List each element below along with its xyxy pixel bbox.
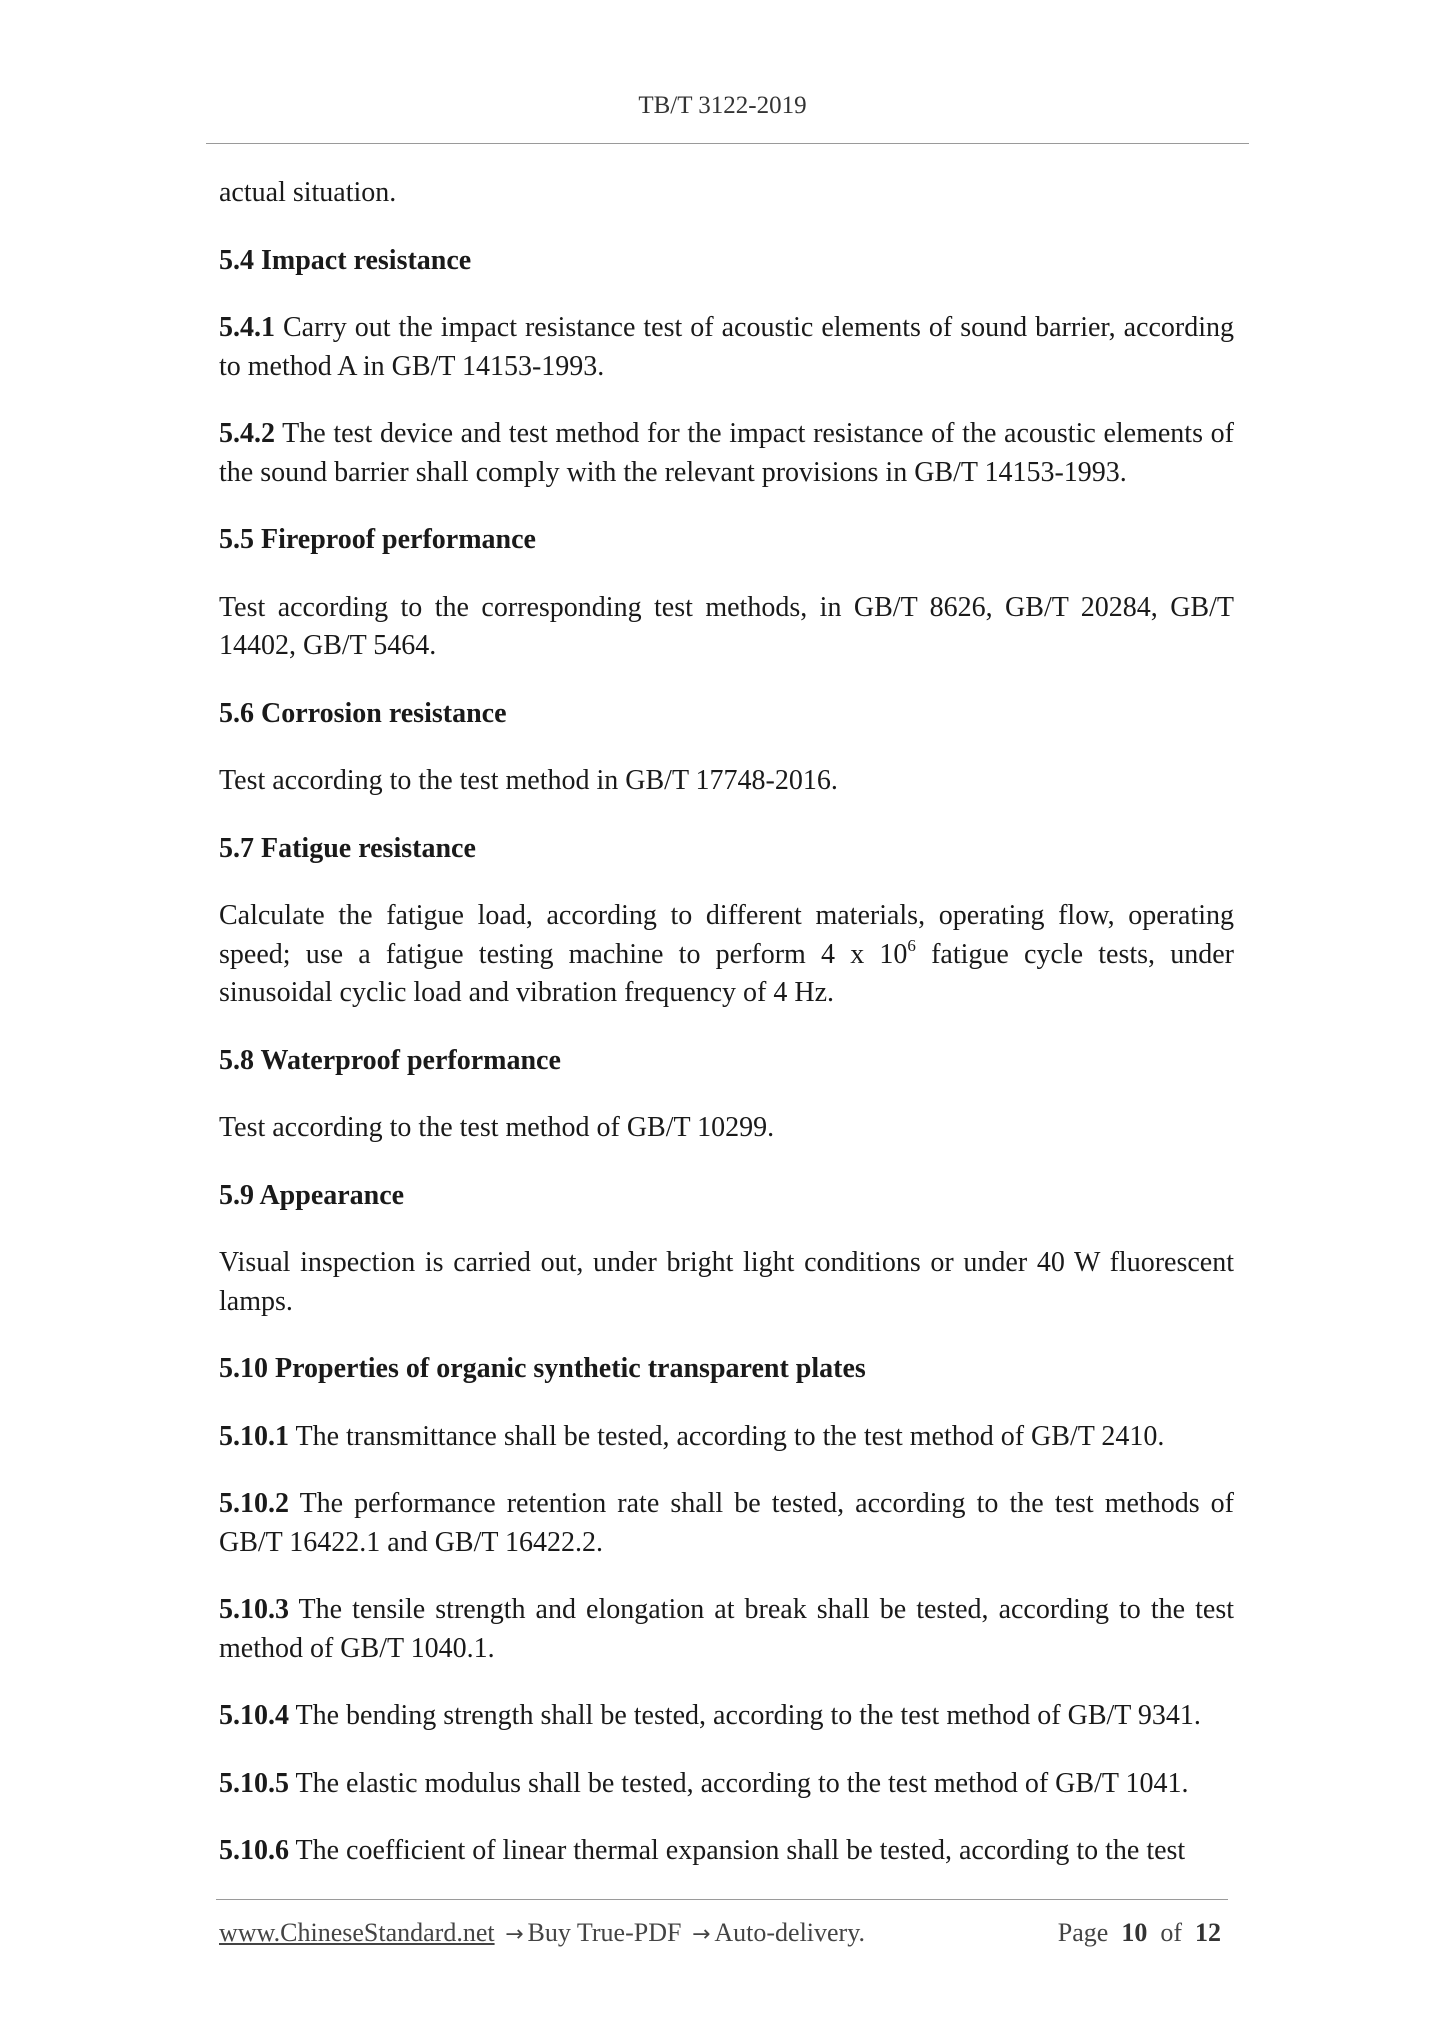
- heading-5-8: 5.8 Waterproof performance: [219, 1044, 561, 1076]
- heading-5-9: 5.9 Appearance: [219, 1179, 405, 1211]
- buy-pdf-text: Buy True-PDF: [527, 1918, 682, 1947]
- clause-number: 5.10.3: [219, 1594, 289, 1625]
- clause-number: 5.4.1: [219, 312, 275, 343]
- heading-5-7: 5.7 Fatigue resistance: [219, 832, 476, 864]
- clause-text: The tensile strength and elongation at break shall be tested, according to the test method of GB/T 1040.1.: [219, 1594, 1234, 1664]
- footer-left: [219, 1918, 865, 1948]
- clause-text: The performance retention rate shall be tested, according to the test methods of GB/T 16422.1 and GB/T 16422.2.: [219, 1488, 1234, 1558]
- paragraph-5-6: Test according to the test method in GB/T 17748-2016.: [219, 765, 838, 796]
- heading-5-10: 5.10 Properties of organic synthetic transparent plates: [219, 1353, 866, 1384]
- clause-5-10-2: [219, 1485, 1234, 1562]
- website-link[interactable]: www.ChineseStandard.net: [219, 1918, 495, 1947]
- clause-number: 5.10.6: [219, 1835, 289, 1866]
- page-label: Page: [1057, 1918, 1109, 1947]
- heading-5-5: 5.5 Fireproof performance: [219, 524, 536, 555]
- heading-5-6: 5.6 Corrosion resistance: [219, 697, 507, 729]
- page-header: [0, 92, 1445, 120]
- clause-5-4-2: [219, 415, 1234, 492]
- footer-divider: [216, 1899, 1228, 1900]
- arrow-right-icon: →: [505, 1922, 524, 1947]
- clause-5-10-5: [219, 1765, 1234, 1804]
- document-body: [219, 174, 1234, 1900]
- arrow-right-icon: →: [691, 1922, 711, 1947]
- paragraph-text: fatigue cycle tests, under sinusoidal cyclic load and vibration frequency of 4 Hz.: [219, 938, 1235, 1008]
- of-label: of: [1160, 1918, 1182, 1947]
- clause-number: 5.10.4: [219, 1700, 289, 1731]
- exponent: 6: [907, 935, 916, 955]
- clause-text: Carry out the impact resistance test of acoustic elements of sound barrier, according to method A in GB/T 14153-1993.: [219, 312, 1234, 382]
- clause-number: 5.10.5: [219, 1767, 289, 1799]
- clause-text: The test device and test method for the impact resistance of the acoustic elements of the sound barrier shall comply with the relevant provisions in GB/T 14153-1993.: [219, 418, 1234, 488]
- header-divider: [206, 143, 1249, 144]
- heading-5-4: 5.4 Impact resistance: [219, 244, 472, 276]
- clause-number: 5.4.2: [219, 418, 275, 449]
- clause-5-10-4: [219, 1697, 1234, 1736]
- page-indicator: [1058, 1918, 1221, 1948]
- current-page: 10: [1121, 1918, 1148, 1947]
- total-pages: 12: [1195, 1918, 1221, 1947]
- paragraph-text: Calculate the fatigue load, according to different materials, operating flow, operating speed; use a fatigue testing machine to perform 4 x 10: [219, 900, 1234, 970]
- auto-delivery-text: Auto-delivery.: [714, 1918, 866, 1947]
- clause-text: The bending strength shall be tested, according to the test method of GB/T 9341.: [289, 1700, 1201, 1731]
- clause-5-4-1: [219, 309, 1234, 386]
- paragraph-continuation: actual situation.: [219, 177, 397, 208]
- clause-number: 5.10.1: [219, 1420, 289, 1452]
- paragraph-5-8: Test according to the test method of GB/T 10299.: [219, 1112, 775, 1143]
- paragraph-5-9: Visual inspection is carried out, under bright light conditions or under 40 W fluorescent lamps.: [219, 1247, 1234, 1317]
- clause-number: 5.10.2: [219, 1488, 289, 1519]
- clause-5-10-1: [219, 1418, 1234, 1457]
- document-code: TB/T 3122-2019: [638, 92, 807, 119]
- clause-text: The coefficient of linear thermal expansion shall be tested, according to the test: [289, 1835, 1186, 1866]
- paragraph-5-7: [219, 897, 1234, 1013]
- clause-5-10-6: [219, 1832, 1234, 1871]
- page-footer: [219, 1918, 1221, 1948]
- paragraph-5-5: Test according to the corresponding test methods, in GB/T 8626, GB/T 20284, GB/T 14402, GB/T 5464.: [219, 591, 1234, 661]
- clause-text: The elastic modulus shall be tested, according to the test method of GB/T 1041.: [289, 1767, 1189, 1799]
- clause-5-10-3: [219, 1591, 1234, 1668]
- clause-text: The transmittance shall be tested, according to the test method of GB/T 2410.: [289, 1420, 1165, 1452]
